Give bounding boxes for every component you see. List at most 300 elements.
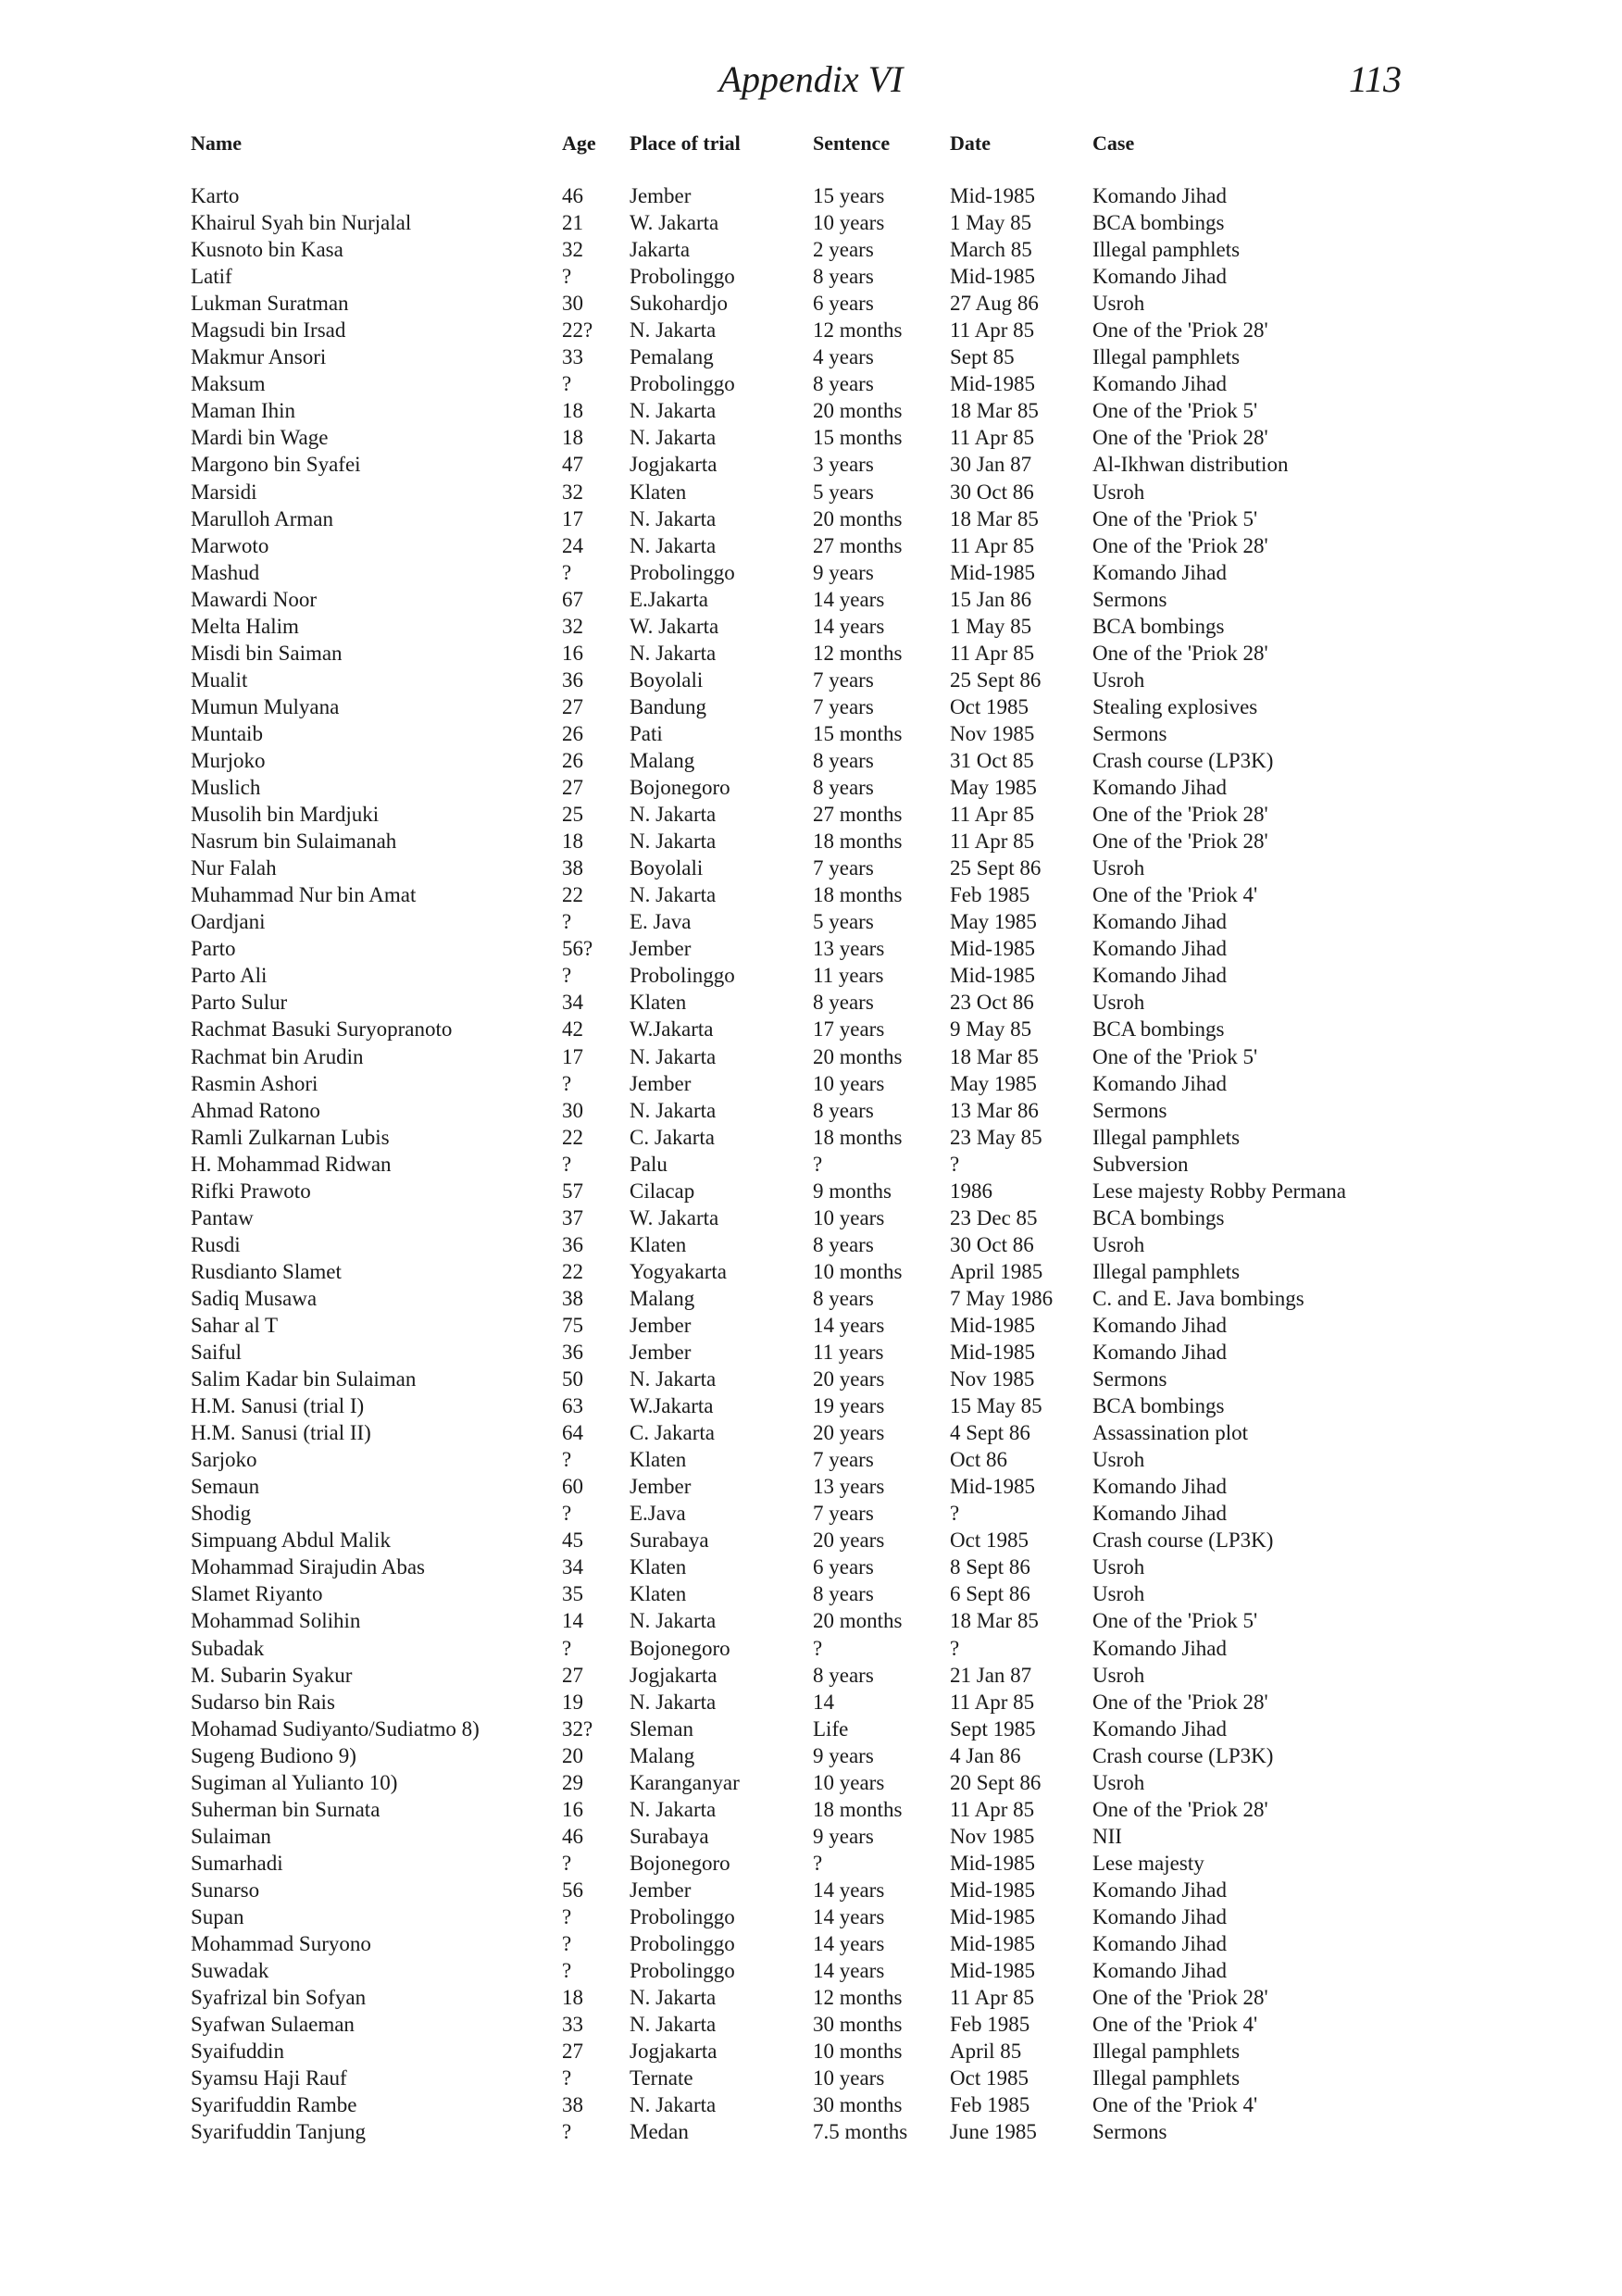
cell-name: Sunarso (191, 1878, 260, 1902)
cell-sentence: 11 years (813, 1341, 884, 1365)
cell-age: 38 (562, 1286, 583, 1310)
cell-name: Marulloh Arman (191, 506, 333, 530)
cell-age: 67 (562, 587, 583, 611)
cell-place: Jember (630, 937, 692, 961)
cell-case: Usroh (1092, 668, 1145, 692)
table-row (0, 182, 1622, 209)
cell-age: 26 (562, 721, 583, 745)
cell-place: N. Jakarta (630, 399, 717, 423)
cell-age: 75 (562, 1313, 583, 1337)
cell-age: 38 (562, 856, 583, 880)
cell-place: Bojonegoro (630, 776, 730, 800)
cell-place: W.Jakarta (630, 1017, 714, 1042)
cell-sentence: 27 months (813, 803, 903, 827)
cell-place: N. Jakarta (630, 1098, 717, 1122)
cell-name: Sahar al T (191, 1313, 279, 1337)
cell-case: Illegal pamphlets (1092, 345, 1241, 369)
table-row (0, 1204, 1622, 1231)
cell-place: W. Jakarta (630, 614, 719, 638)
cell-case: Usroh (1092, 1232, 1145, 1256)
cell-sentence: 10 months (813, 1259, 903, 1283)
cell-case: BCA bombings (1092, 1205, 1225, 1229)
cell-sentence: 7 years (813, 668, 874, 692)
cell-place: Cilacap (630, 1179, 695, 1203)
cell-place: W.Jakarta (630, 1394, 714, 1418)
cell-sentence: 10 years (813, 1071, 885, 1095)
cell-name: Musolih bin Mardjuki (191, 803, 380, 827)
cell-name: Oardjani (191, 910, 266, 934)
table-row (0, 908, 1622, 935)
table-row (0, 667, 1622, 693)
table-row (0, 1339, 1622, 1366)
cell-place: Pati (630, 721, 663, 745)
cell-sentence: 7 years (813, 1448, 874, 1472)
cell-case: BCA bombings (1092, 1394, 1225, 1418)
cell-age: 24 (562, 533, 583, 557)
cell-place: N. Jakarta (630, 830, 717, 854)
table-row (0, 613, 1622, 640)
cell-case: Sermons (1092, 2120, 1167, 2144)
cell-place: Karanganyar (630, 1770, 740, 1794)
cell-name: Slamet Riyanto (191, 1582, 323, 1606)
cell-date: Mid-1985 (950, 560, 1035, 584)
cell-date: Mid-1985 (950, 184, 1035, 207)
cell-age: 17 (562, 1044, 583, 1068)
cell-age: 18 (562, 1986, 583, 2010)
cell-age: ? (562, 2066, 572, 2090)
cell-date: 8 Sept 86 (950, 1555, 1030, 1579)
table-row (0, 1984, 1622, 2011)
cell-case: One of the 'Priok 5' (1092, 506, 1258, 530)
cell-name: Mashud (191, 560, 260, 584)
cell-case: Komando Jihad (1092, 1905, 1228, 1928)
cell-age: ? (562, 1071, 572, 1095)
page-title: Appendix VI (718, 58, 904, 100)
cell-age: 20 (562, 1743, 583, 1767)
cell-date: 23 May 85 (950, 1125, 1042, 1149)
cell-age: 32 (562, 614, 583, 638)
cell-age: 27 (562, 1663, 583, 1687)
cell-name: Rachmat Basuki Suryopranoto (191, 1017, 453, 1042)
cell-sentence: 20 months (813, 1044, 903, 1068)
cell-date: 11 Apr 85 (950, 533, 1035, 557)
table-row (0, 1662, 1622, 1689)
cell-age: ? (562, 2120, 572, 2144)
cell-name: Salim Kadar bin Sulaiman (191, 1367, 417, 1391)
cell-sentence: 9 months (813, 1179, 892, 1203)
cell-case: One of the 'Priok 5' (1092, 399, 1258, 423)
cell-sentence: 6 years (813, 1555, 874, 1579)
cell-case: One of the 'Priok 28' (1092, 426, 1268, 450)
cell-sentence: 10 years (813, 1770, 885, 1794)
table-row (0, 505, 1622, 532)
table-row (0, 1473, 1622, 1500)
cell-case: Komando Jihad (1092, 1636, 1228, 1660)
cell-date: April 1985 (950, 1259, 1043, 1283)
cell-place: Jember (630, 1313, 692, 1337)
cell-name: M. Subarin Syakur (191, 1663, 353, 1687)
cell-sentence: 14 years (813, 1313, 885, 1337)
cell-date: Mid-1985 (950, 265, 1035, 289)
table-row (0, 397, 1622, 424)
cell-age: 34 (562, 991, 583, 1015)
cell-date: 11 Apr 85 (950, 1690, 1035, 1714)
cell-case: Illegal pamphlets (1092, 2066, 1241, 2090)
cell-place: Malang (630, 1286, 695, 1310)
cell-case: Subversion (1092, 1152, 1189, 1176)
cell-case: One of the 'Priok 4' (1092, 2093, 1258, 2117)
cell-age: 46 (562, 184, 583, 207)
cell-place: Boyolali (630, 856, 704, 880)
table-row (0, 1124, 1622, 1151)
table-row (0, 720, 1622, 747)
cell-date: 15 May 85 (950, 1394, 1042, 1418)
cell-name: Saiful (191, 1341, 242, 1365)
cell-date: Feb 1985 (950, 2093, 1030, 2117)
cell-case: One of the 'Priok 4' (1092, 883, 1258, 907)
table-row (0, 343, 1622, 370)
cell-name: Latif (191, 265, 232, 289)
cell-place: E.Jakarta (630, 587, 708, 611)
table-row (0, 1231, 1622, 1258)
cell-case: Komando Jihad (1092, 1959, 1228, 1983)
cell-sentence: 13 years (813, 937, 885, 961)
cell-date: Oct 1985 (950, 694, 1029, 718)
cell-sentence: 30 months (813, 2013, 903, 2037)
cell-name: Mohammad Solihin (191, 1609, 361, 1633)
cell-sentence: 8 years (813, 1098, 874, 1122)
cell-name: Marsidi (191, 480, 257, 504)
cell-case: Illegal pamphlets (1092, 1259, 1241, 1283)
table-row (0, 1580, 1622, 1607)
table-row (0, 1742, 1622, 1769)
table-row (0, 1850, 1622, 1877)
cell-date: Mid-1985 (950, 1313, 1035, 1337)
cell-name: Suherman bin Surnata (191, 1797, 381, 1821)
cell-case: Sermons (1092, 587, 1167, 611)
cell-place: N. Jakarta (630, 1044, 717, 1068)
cell-place: C. Jakarta (630, 1421, 715, 1445)
cell-date: 11 Apr 85 (950, 1986, 1035, 2010)
table-row (0, 1070, 1622, 1097)
cell-name: Marwoto (191, 533, 269, 557)
cell-place: N. Jakarta (630, 1609, 717, 1633)
cell-age: 35 (562, 1582, 583, 1606)
cell-name: Rusdi (191, 1232, 241, 1256)
cell-name: Simpuang Abdul Malik (191, 1529, 391, 1553)
cell-case: Lese majesty Robby Permana (1092, 1179, 1347, 1203)
cell-age: ? (562, 964, 572, 988)
column-header-place: Place of trial (630, 131, 741, 155)
cell-sentence: 7 years (813, 694, 874, 718)
cell-age: 56? (562, 937, 593, 961)
cell-sentence: 8 years (813, 991, 874, 1015)
cell-place: Sukohardjo (630, 292, 729, 316)
cell-age: 21 (562, 211, 583, 235)
cell-place: C. Jakarta (630, 1125, 715, 1149)
table-row (0, 1930, 1622, 1957)
cell-age: ? (562, 1502, 572, 1526)
cell-place: N. Jakarta (630, 533, 717, 557)
table-row (0, 586, 1622, 613)
cell-date: 9 May 85 (950, 1017, 1032, 1042)
table-row (0, 479, 1622, 505)
cell-place: Probolinggo (630, 1959, 735, 1983)
cell-sentence: 20 years (813, 1529, 885, 1553)
cell-place: N. Jakarta (630, 1797, 717, 1821)
cell-place: Probolinggo (630, 372, 735, 396)
cell-age: 30 (562, 1098, 583, 1122)
cell-place: Probolinggo (630, 964, 735, 988)
cell-place: N. Jakarta (630, 506, 717, 530)
cell-name: Karto (191, 184, 240, 207)
cell-name: Magsudi bin Irsad (191, 318, 346, 343)
cell-case: Komando Jihad (1092, 937, 1228, 961)
cell-case: Komando Jihad (1092, 1071, 1228, 1095)
cell-date: 30 Oct 86 (950, 480, 1034, 504)
cell-sentence: 14 (813, 1690, 834, 1714)
cell-age: 45 (562, 1529, 583, 1553)
cell-name: Rachmat bin Arudin (191, 1044, 364, 1068)
table-row (0, 209, 1622, 236)
cell-name: Suwadak (191, 1959, 269, 1983)
cell-place: Probolinggo (630, 1932, 735, 1956)
cell-case: Illegal pamphlets (1092, 1125, 1241, 1149)
table-row (0, 1607, 1622, 1634)
cell-date: ? (950, 1152, 960, 1176)
cell-name: Murjoko (191, 748, 266, 772)
cell-date: Mid-1985 (950, 1959, 1035, 1983)
cell-case: One of the 'Priok 4' (1092, 2013, 1258, 2037)
cell-case: Usroh (1092, 1770, 1145, 1794)
cell-name: Parto (191, 937, 236, 961)
cell-date: 20 Sept 86 (950, 1770, 1042, 1794)
cell-sentence: 8 years (813, 776, 874, 800)
cell-place: Klaten (630, 1582, 687, 1606)
cell-age: 32? (562, 1716, 593, 1741)
cell-sentence: 14 years (813, 1959, 885, 1983)
cell-case: Komando Jihad (1092, 1475, 1228, 1499)
table-row (0, 290, 1622, 317)
cell-sentence: 6 years (813, 292, 874, 316)
cell-name: Mumun Mulyana (191, 694, 340, 718)
cell-place: Jember (630, 1071, 692, 1095)
cell-sentence: 12 months (813, 641, 903, 665)
cell-name: Syafwan Sulaeman (191, 2013, 355, 2037)
cell-name: Rusdianto Slamet (191, 1259, 342, 1283)
table-row (0, 774, 1622, 801)
cell-sentence: 5 years (813, 480, 874, 504)
cell-case: Komando Jihad (1092, 776, 1228, 800)
cell-date: Nov 1985 (950, 721, 1035, 745)
cell-sentence: 19 years (813, 1394, 885, 1418)
cell-age: ? (562, 910, 572, 934)
cell-sentence: 7.5 months (813, 2120, 908, 2144)
cell-case: BCA bombings (1092, 614, 1225, 638)
cell-name: Margono bin Syafei (191, 453, 361, 477)
cell-place: Klaten (630, 1555, 687, 1579)
cell-sentence: 7 years (813, 856, 874, 880)
cell-case: Al-Ikhwan distribution (1092, 453, 1289, 477)
cell-case: One of the 'Priok 28' (1092, 1986, 1268, 2010)
table-row (0, 559, 1622, 586)
cell-place: Jember (630, 184, 692, 207)
cell-sentence: 15 months (813, 721, 903, 745)
table-row (0, 935, 1622, 962)
cell-age: 32 (562, 480, 583, 504)
table-row (0, 1769, 1622, 1796)
cell-case: Komando Jihad (1092, 1313, 1228, 1337)
column-header-date: Date (950, 131, 991, 155)
cell-date: Mid-1985 (950, 1475, 1035, 1499)
cell-date: 11 Apr 85 (950, 318, 1035, 343)
cell-place: Medan (630, 2120, 689, 2144)
table-row (0, 1554, 1622, 1580)
cell-case: Crash course (LP3K) (1092, 1529, 1274, 1553)
cell-case: Usroh (1092, 1663, 1145, 1687)
cell-sentence: ? (813, 1152, 823, 1176)
cell-name: Syarifuddin Tanjung (191, 2120, 366, 2144)
cell-sentence: 8 years (813, 1663, 874, 1687)
cell-name: Sarjoko (191, 1448, 257, 1472)
table-row (0, 1285, 1622, 1312)
cell-place: Jogjakarta (630, 1663, 717, 1687)
cell-sentence: 10 months (813, 2040, 903, 2064)
cell-case: C. and E. Java bombings (1092, 1286, 1304, 1310)
cell-name: Khairul Syah bin Nurjalal (191, 211, 412, 235)
cell-place: Bojonegoro (630, 1851, 730, 1875)
cell-name: Makmur Ansori (191, 345, 327, 369)
cell-name: Parto Sulur (191, 991, 288, 1015)
cell-date: 25 Sept 86 (950, 668, 1042, 692)
cell-case: Usroh (1092, 1555, 1145, 1579)
cell-age: 22 (562, 1259, 583, 1283)
cell-sentence: ? (813, 1636, 823, 1660)
cell-age: ? (562, 265, 572, 289)
cell-age: 29 (562, 1770, 583, 1794)
cell-age: 32 (562, 238, 583, 262)
cell-name: Mualit (191, 668, 248, 692)
cell-age: 27 (562, 694, 583, 718)
cell-date: 18 Mar 85 (950, 506, 1039, 530)
cell-date: Mid-1985 (950, 937, 1035, 961)
cell-date: March 85 (950, 238, 1032, 262)
cell-place: Probolinggo (630, 1905, 735, 1928)
cell-date: Sept 85 (950, 345, 1015, 369)
cell-date: 30 Oct 86 (950, 1232, 1034, 1256)
cell-sentence: 8 years (813, 1286, 874, 1310)
cell-place: Klaten (630, 480, 687, 504)
cell-sentence: 20 months (813, 1609, 903, 1633)
cell-case: Komando Jihad (1092, 265, 1228, 289)
cell-name: Ramli Zulkarnan Lubis (191, 1125, 390, 1149)
cell-age: 34 (562, 1555, 583, 1579)
table-row (0, 1097, 1622, 1124)
cell-place: Surabaya (630, 1529, 709, 1553)
cell-date: 1 May 85 (950, 614, 1032, 638)
cell-place: E. Java (630, 910, 692, 934)
cell-sentence: 9 years (813, 560, 874, 584)
cell-date: May 1985 (950, 1071, 1037, 1095)
cell-name: Syafrizal bin Sofyan (191, 1986, 367, 2010)
cell-place: W. Jakarta (630, 211, 719, 235)
cell-place: N. Jakarta (630, 2093, 717, 2117)
table-row (0, 693, 1622, 720)
cell-age: 38 (562, 2093, 583, 2117)
cell-name: Mohamad Sudiyanto/Sudiatmo 8) (191, 1716, 480, 1741)
cell-place: Jember (630, 1475, 692, 1499)
cell-case: Komando Jihad (1092, 372, 1228, 396)
cell-sentence: 10 years (813, 211, 885, 235)
cell-case: Komando Jihad (1092, 1716, 1228, 1741)
cell-case: Illegal pamphlets (1092, 238, 1241, 262)
cell-age: 50 (562, 1367, 583, 1391)
cell-age: 16 (562, 1797, 583, 1821)
cell-name: Syarifuddin Rambe (191, 2093, 357, 2117)
cell-age: 18 (562, 830, 583, 854)
cell-date: Mid-1985 (950, 1851, 1035, 1875)
cell-name: Subadak (191, 1636, 265, 1660)
cell-name: Muslich (191, 776, 261, 800)
cell-place: N. Jakarta (630, 641, 717, 665)
cell-case: Komando Jihad (1092, 184, 1228, 207)
cell-age: 37 (562, 1205, 583, 1229)
cell-place: Jogjakarta (630, 453, 717, 477)
cell-date: 11 Apr 85 (950, 803, 1035, 827)
cell-sentence: 20 months (813, 399, 903, 423)
cell-sentence: 18 months (813, 830, 903, 854)
column-header-case: Case (1092, 131, 1135, 155)
cell-case: Usroh (1092, 480, 1145, 504)
cell-place: Klaten (630, 1448, 687, 1472)
cell-sentence: 4 years (813, 345, 874, 369)
cell-sentence: 8 years (813, 1232, 874, 1256)
cell-name: Muntaib (191, 721, 263, 745)
cell-date: 25 Sept 86 (950, 856, 1042, 880)
cell-place: W. Jakarta (630, 1205, 719, 1229)
cell-place: Jogjakarta (630, 2040, 717, 2064)
cell-name: Rifki Prawoto (191, 1179, 311, 1203)
cell-name: Parto Ali (191, 964, 268, 988)
cell-place: N. Jakarta (630, 2013, 717, 2037)
table-row (0, 370, 1622, 397)
cell-sentence: 8 years (813, 1582, 874, 1606)
cell-age: 25 (562, 803, 583, 827)
table-row (0, 317, 1622, 343)
cell-age: ? (562, 1152, 572, 1176)
cell-age: 56 (562, 1878, 583, 1902)
column-header-name: Name (191, 131, 242, 155)
cell-name: Mardi bin Wage (191, 426, 329, 450)
cell-place: N. Jakarta (630, 1367, 717, 1391)
table-row (0, 1043, 1622, 1070)
cell-date: 27 Aug 86 (950, 292, 1039, 316)
cell-name: Sugeng Budiono 9) (191, 1743, 356, 1767)
table-row (0, 532, 1622, 559)
cell-place: Ternate (630, 2066, 693, 2090)
cell-sentence: 17 years (813, 1017, 885, 1042)
cell-sentence: 9 years (813, 1824, 874, 1848)
table-row (0, 2011, 1622, 2038)
column-header-age: Age (562, 131, 596, 155)
cell-date: 31 Oct 85 (950, 748, 1034, 772)
table-row (0, 828, 1622, 855)
cell-name: Sumarhadi (191, 1851, 283, 1875)
cell-age: 36 (562, 1232, 583, 1256)
cell-date: Oct 86 (950, 1448, 1007, 1472)
cell-age: 36 (562, 668, 583, 692)
cell-age: ? (562, 1959, 572, 1983)
